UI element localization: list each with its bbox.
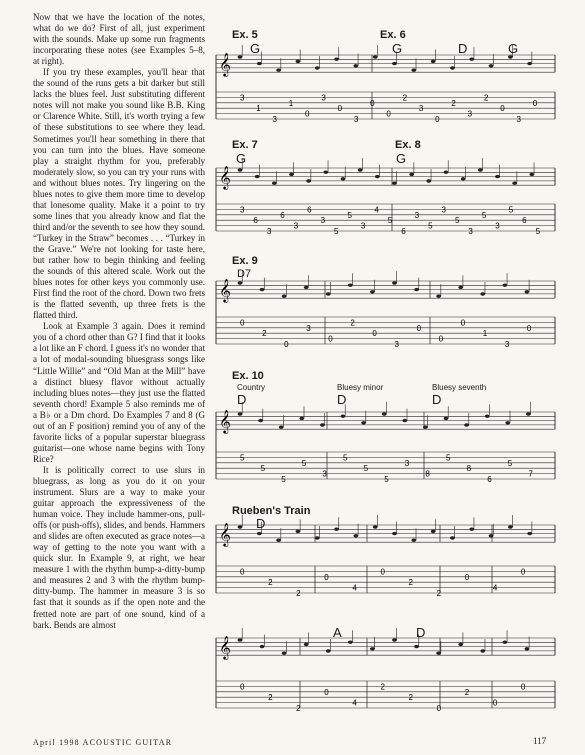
tab-number: 5 — [446, 453, 451, 463]
note-head — [505, 421, 510, 424]
note-head — [480, 649, 485, 652]
note-head — [392, 281, 397, 284]
ex9-label: Ex. 9 — [232, 255, 258, 267]
note-head — [260, 645, 265, 648]
tab-number: 2 — [296, 589, 301, 598]
note-head — [320, 423, 325, 426]
tab-number: 5 — [281, 475, 286, 484]
chord-symbol: G — [392, 41, 403, 56]
note-head — [361, 421, 366, 424]
note-head — [323, 171, 328, 174]
tab-number: 6 — [487, 475, 492, 484]
note-head — [458, 286, 463, 289]
tab-number: 5 — [428, 221, 433, 231]
note-head — [373, 55, 378, 58]
tab-number: 2 — [268, 693, 273, 703]
tab-number: 2 — [268, 578, 273, 588]
tab-number: 3 — [266, 227, 272, 236]
tab-number: 5 — [508, 205, 514, 215]
note-head — [392, 532, 397, 535]
ex10-label: Ex. 10 — [232, 370, 264, 382]
paragraph: If you try these examples, you'll hear that the sound of the runs gets a bit darker but still lacks the blues feel. Just substituting different notes will not make you sound like B.B. King or Clarence White. Still, it's worth trying a few of these substitutions to see where they lead. Sometimes you'll hear something in there that you can turn into the blues. Have someone play a straight rhythm for you, preferably moderately slow, so you can try your runs with and without blues notes. Try lingering on the blues notes to give them more time to develop that lonesome quality. Make it a point to try some lines that you already know and flat the third and/or the seventh to see how they sound. “Turkey in the Straw” becomes . . . “Turkey in the Grave.” We're not looking for taste here, but rather how to begin thinking and feeling the sounds of this altered scale. Work out the blues notes for other keys you commonly use. First find the root of the chord. Down two frets is the flatted seventh, up three frets is the flatted third. — [33, 67, 205, 321]
note-head — [392, 182, 397, 185]
note-head — [334, 58, 339, 61]
note-head — [512, 182, 517, 185]
tab-number: 3 — [504, 340, 510, 349]
note-head — [525, 290, 530, 293]
note-head — [426, 179, 431, 182]
note-head — [304, 286, 309, 289]
chord-symbol: G — [236, 151, 247, 166]
tab-number: 4 — [352, 698, 357, 708]
note-head — [255, 175, 260, 178]
note-head — [382, 412, 387, 415]
note-head — [348, 284, 353, 287]
tab-number: 0 — [372, 329, 377, 339]
tab-number: 5 — [240, 453, 245, 463]
tab-number: 0 — [435, 115, 440, 124]
ex10-sublabel-bluesy-minor: Bluesy minor — [337, 383, 384, 392]
tab-number: 0 — [324, 572, 329, 582]
tab-number: 5 — [301, 458, 307, 468]
note-head — [272, 182, 277, 185]
note-head — [525, 647, 530, 650]
note-head — [478, 168, 483, 171]
tab-number: 6 — [307, 205, 312, 215]
note-head — [334, 528, 339, 531]
tab-number: 3 — [293, 221, 299, 231]
note-head — [502, 284, 507, 287]
tab-number: 1 — [482, 329, 488, 339]
tab-number: 0 — [337, 104, 343, 114]
tab-number: 0 — [500, 104, 505, 114]
note-head — [282, 295, 287, 298]
note-head — [450, 536, 455, 539]
note-head — [282, 652, 287, 655]
note-head — [392, 62, 397, 65]
note-head — [444, 171, 449, 174]
tab-number: 3 — [441, 205, 446, 215]
tab-number: 4 — [352, 583, 357, 593]
note-head — [326, 292, 331, 295]
note-head — [436, 652, 441, 655]
note-head — [279, 426, 284, 429]
tab-number: 3 — [360, 221, 366, 231]
tab-number: 3 — [320, 216, 326, 226]
tab-number: 0 — [460, 318, 466, 328]
tab-number: 0 — [240, 682, 245, 692]
note-head — [409, 173, 414, 176]
treble-clef-icon: 𝄞 — [219, 54, 231, 76]
treble-clef-icon: 𝄞 — [219, 411, 231, 433]
chord-symbol: D — [256, 516, 266, 531]
tab-number: 5 — [454, 216, 460, 226]
tab-number: 2 — [296, 704, 301, 713]
note-head — [526, 412, 531, 415]
tab-number: 5 — [384, 475, 389, 484]
tab-number: 0 — [386, 109, 391, 119]
note-head — [353, 64, 358, 67]
tab-number: 2 — [436, 589, 442, 598]
note-head — [464, 423, 469, 426]
note-head — [341, 177, 346, 180]
tab-number: 0 — [526, 323, 532, 333]
note-head — [431, 60, 436, 63]
tab-number: 0 — [464, 572, 470, 582]
tab-number: 8 — [425, 469, 430, 479]
chord-symbol: A — [333, 625, 342, 640]
note-head — [527, 532, 532, 535]
paragraph: Now that we have the location of the notes, what do we do? First of all, just experiment with the sounds. Make up some run fragments incorporating these notes (see Examples 5–8, at right). — [33, 12, 205, 67]
tab-number: 3 — [240, 93, 245, 103]
tab-number: 5 — [343, 453, 348, 463]
tab-number: 3 — [322, 469, 327, 479]
tab-number: 0 — [370, 98, 375, 108]
note-head — [276, 69, 281, 72]
tab-number: 0 — [324, 687, 329, 697]
note-head — [341, 415, 346, 418]
note-head — [289, 173, 294, 176]
note-head — [257, 62, 262, 65]
note-head — [296, 530, 301, 533]
tab-number: 0 — [436, 704, 442, 713]
chord-symbol: G — [396, 151, 407, 166]
note-head — [238, 168, 243, 171]
tab-number: 3 — [394, 340, 399, 349]
note-head — [299, 417, 304, 420]
ex8-label: Ex. 8 — [395, 139, 421, 151]
ex10-sublabel-country: Country — [237, 383, 266, 392]
ex5-label: Ex. 5 — [232, 29, 258, 41]
tab-number: 2 — [380, 682, 385, 692]
chord-symbol: G — [508, 41, 519, 56]
note-head — [411, 539, 416, 542]
note-head — [458, 643, 463, 646]
tab-number: 6 — [280, 210, 285, 220]
note-head — [358, 168, 363, 171]
paragraph: Look at Example 3 again. Does it remind you of a chord other than G? I find that it looks a lot like an F chord. I guess it's no wonder that a lot of modal-sounding bluesgrass songs like “Little Willie” and “Old Man at the Mill” have a distinct bluesy flavor without actually including blues notes—they just use the flatted seventh chord! Example 5 also reminds me of a B♭ or a Dm chord. Do Examples 7 and 8 (G out of an F position) remind you of any of the favorite licks of a popular superstar bluegrass guitarist—one whose name begins with Tony Rice? — [33, 321, 205, 464]
note-head — [444, 417, 449, 420]
treble-clef-icon: 𝄞 — [219, 280, 231, 302]
note-head — [469, 58, 474, 61]
tab-number: 0 — [520, 682, 526, 692]
note-head — [326, 649, 331, 652]
note-head — [375, 175, 380, 178]
tab-number: 1 — [288, 98, 294, 108]
note-head — [527, 62, 532, 65]
ex7-label: Ex. 7 — [232, 139, 258, 151]
tab-number: 6 — [401, 227, 406, 236]
treble-clef-icon: 𝄞 — [219, 524, 231, 546]
tab-number: 0 — [380, 567, 385, 577]
tab-number: 3 — [272, 115, 277, 124]
note-head — [373, 525, 378, 528]
note-head — [502, 641, 507, 644]
note-head — [414, 645, 419, 648]
tab-number: 5 — [387, 216, 393, 226]
note-head — [276, 539, 281, 542]
note-head — [461, 177, 466, 180]
note-head — [392, 638, 397, 641]
ex10-sublabel-bluesy-seventh: Bluesy seventh — [432, 383, 487, 392]
chord-symbol: D — [337, 392, 347, 407]
tab-number: 2 — [483, 93, 489, 103]
tab-number: 3 — [495, 221, 500, 231]
note-head — [238, 55, 243, 58]
note-head — [469, 528, 474, 531]
chord-symbol: D7 — [237, 268, 252, 280]
chord-symbol: D — [237, 392, 247, 407]
tab-number: 0 — [416, 323, 422, 333]
note-head — [489, 534, 494, 537]
note-head — [258, 419, 263, 422]
reuben-label: Rueben's Train — [232, 505, 311, 517]
note-head — [436, 295, 441, 298]
chord-symbol: D — [458, 41, 468, 56]
note-head — [495, 175, 500, 178]
tab-number: 5 — [481, 210, 487, 220]
tab-number: 0 — [284, 340, 289, 349]
tab-number: 3 — [414, 210, 420, 220]
note-head — [238, 281, 243, 284]
tab-number: 0 — [240, 318, 245, 328]
note-head — [489, 64, 494, 67]
tab-number: 5 — [260, 464, 266, 474]
footer-issue: April 1998 ACOUSTIC GUITAR — [33, 738, 173, 747]
note-head — [315, 66, 320, 69]
paragraph: It is politically correct to use slurs in bluegrass, as long as you do it on your instrument. Slurs are a way to make your guitar approach the expressiveness of the human voice. They include hammer-ons, pull-offs (or push-offs), slides, and bends. Hammers and slides are often executed as grace notes—a way of getting to the note you want with a quick slur. In Example 9, at right, we hear measure 1 with the rhythm bump-a-ditty-bump and measures 2 and 3 with the rhythm bump-ditty-bump. The hammer in measure 3 is so fast that it sounds as if the open note and the fretted note are part of one sound, kind of a bark. Bends are almost — [33, 464, 205, 630]
tab-number: 2 — [451, 98, 456, 108]
note-head — [423, 426, 428, 429]
tab-number: 2 — [408, 693, 413, 703]
chord-symbol: D — [416, 625, 426, 640]
tab-number: 3 — [306, 323, 311, 333]
tab-number: 3 — [516, 115, 521, 124]
tab-number: 6 — [253, 216, 258, 226]
note-head — [238, 525, 243, 528]
page-number: 117 — [533, 736, 547, 746]
chord-symbol: G — [250, 41, 261, 56]
treble-clef-icon: 𝄞 — [219, 167, 231, 189]
tab-number: 0 — [520, 567, 526, 577]
ex6-label: Ex. 6 — [380, 29, 406, 41]
note-head — [315, 536, 320, 539]
tab-number: 2 — [262, 329, 267, 339]
tab-number: 6 — [522, 216, 527, 226]
note-head — [480, 292, 485, 295]
tab-number: 0 — [305, 109, 310, 119]
tab-number: 0 — [328, 334, 333, 344]
note-head — [296, 60, 301, 63]
tab-number: 2 — [402, 93, 408, 103]
tab-number: 3 — [321, 93, 326, 103]
tab-number: 0 — [240, 567, 245, 577]
tab-number: 3 — [418, 104, 424, 114]
tab-number: 0 — [532, 98, 538, 108]
tab-number: 2 — [408, 578, 413, 588]
tab-number: 8 — [466, 464, 472, 474]
note-head — [348, 641, 353, 644]
treble-clef-icon: 𝄞 — [219, 637, 231, 659]
tab-number: 5 — [363, 464, 369, 474]
note-head — [411, 69, 416, 72]
chord-symbol: D — [432, 392, 442, 407]
tab-number: 3 — [467, 109, 473, 119]
tab-number: 2 — [464, 687, 470, 697]
tab-number: 3 — [404, 458, 410, 468]
tab-number: 5 — [507, 458, 513, 468]
tab-number: 7 — [528, 469, 533, 479]
note-head — [370, 647, 375, 650]
tab-number: 4 — [492, 583, 498, 593]
tab-number: 4 — [374, 205, 379, 215]
note-head — [306, 179, 311, 182]
note-head — [508, 525, 513, 528]
note-head — [260, 288, 265, 291]
tab-number: 3 — [468, 227, 473, 236]
tab-number: 5 — [334, 227, 339, 236]
tab-number: 3 — [240, 205, 245, 215]
note-head — [353, 534, 358, 537]
tab-number: 5 — [535, 227, 541, 236]
note-head — [238, 412, 243, 415]
note-head — [304, 643, 309, 646]
note-head — [450, 66, 455, 69]
tab-number: 5 — [347, 210, 352, 220]
note-head — [402, 419, 407, 422]
tab-number: 2 — [350, 318, 355, 328]
note-head — [529, 173, 534, 176]
note-head — [238, 638, 243, 641]
tab-number: 3 — [353, 115, 359, 124]
note-head — [370, 290, 375, 293]
note-head — [414, 288, 419, 291]
tab-number: 0 — [492, 698, 498, 708]
tab-number: 0 — [438, 334, 444, 344]
tab-number: 1 — [256, 104, 261, 114]
note-head — [485, 415, 490, 418]
note-head — [257, 532, 262, 535]
note-head — [431, 530, 436, 533]
